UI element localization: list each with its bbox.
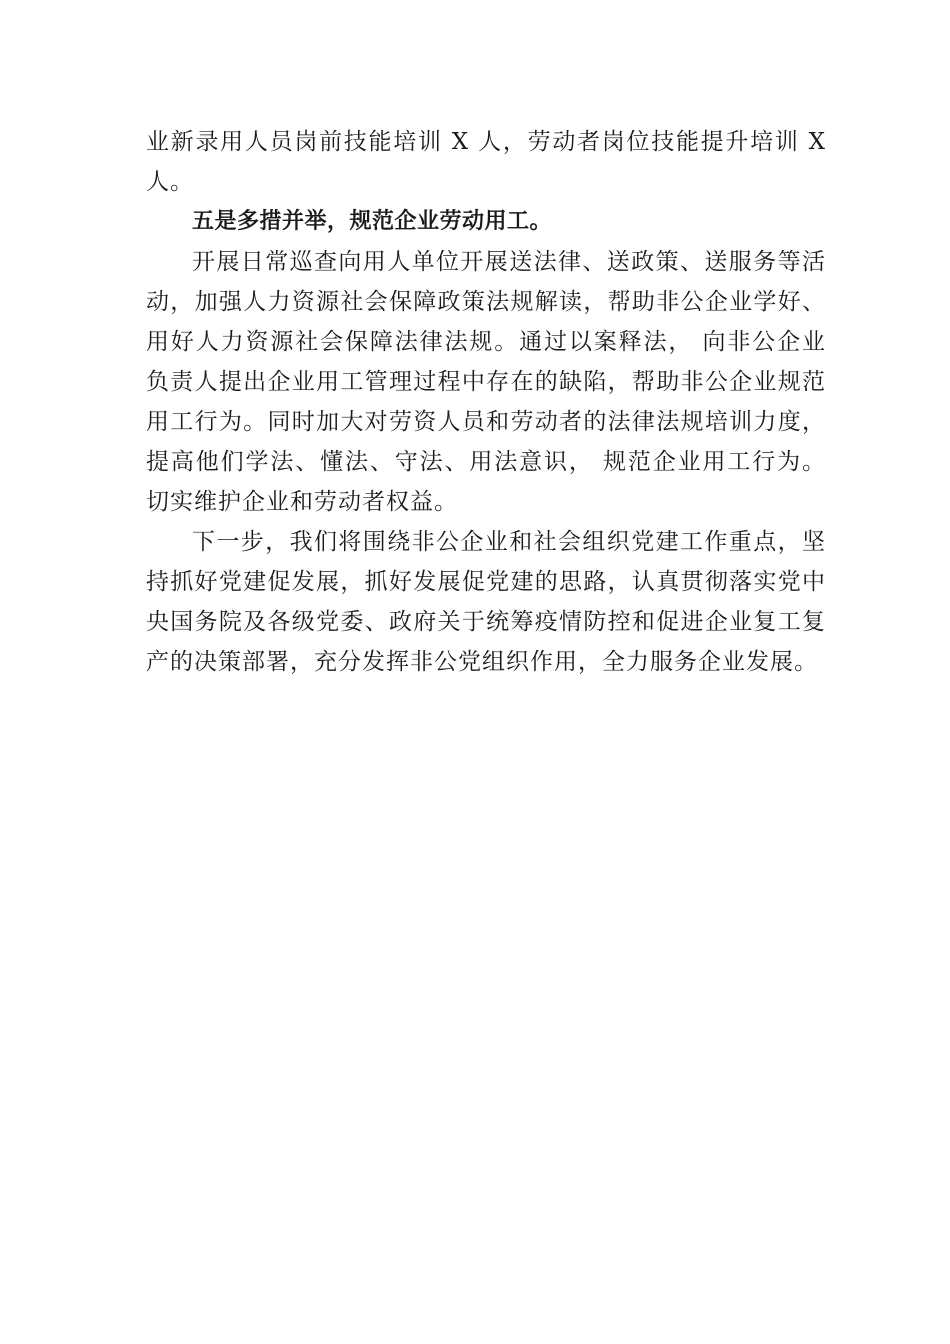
section-heading-five: 五是多措并举，规范企业劳动用工。	[192, 209, 553, 234]
paragraph-training-continuation: 业新录用人员岗前技能培训 X 人，劳动者岗位技能提升培训 X 人。	[146, 129, 826, 195]
paragraph-next-steps: 下一步，我们将围绕非公企业和社会组织党建工作重点，坚持抓好党建促发展，抓好发展促党建的思路，认真贯彻落实党中央国务院及各级党委、政府关于统筹疫情防控和促进企业复工复产的决策部署，充分发挥非公党组织作用，全力服务企业发展。	[146, 529, 826, 675]
paragraph-labor-regulation: 开展日常巡查向用人单位开展送法律、送政策、送服务等活动，加强人力资源社会保障政策法规解读，帮助非公企业学好、用好人力资源社会保障法律法规。通过以案释法， 向非公企业负责人提出企业用工管理过程中存在的缺陷，帮助非公企业规范用工行为。同时加大对劳资人员和劳动者的法律法规培训力度，提高他们学法、懂法、守法、用法意识， 规范企业用工行为。切实维护企业和劳动者权益。	[146, 249, 826, 515]
document-page	[146, 122, 826, 682]
